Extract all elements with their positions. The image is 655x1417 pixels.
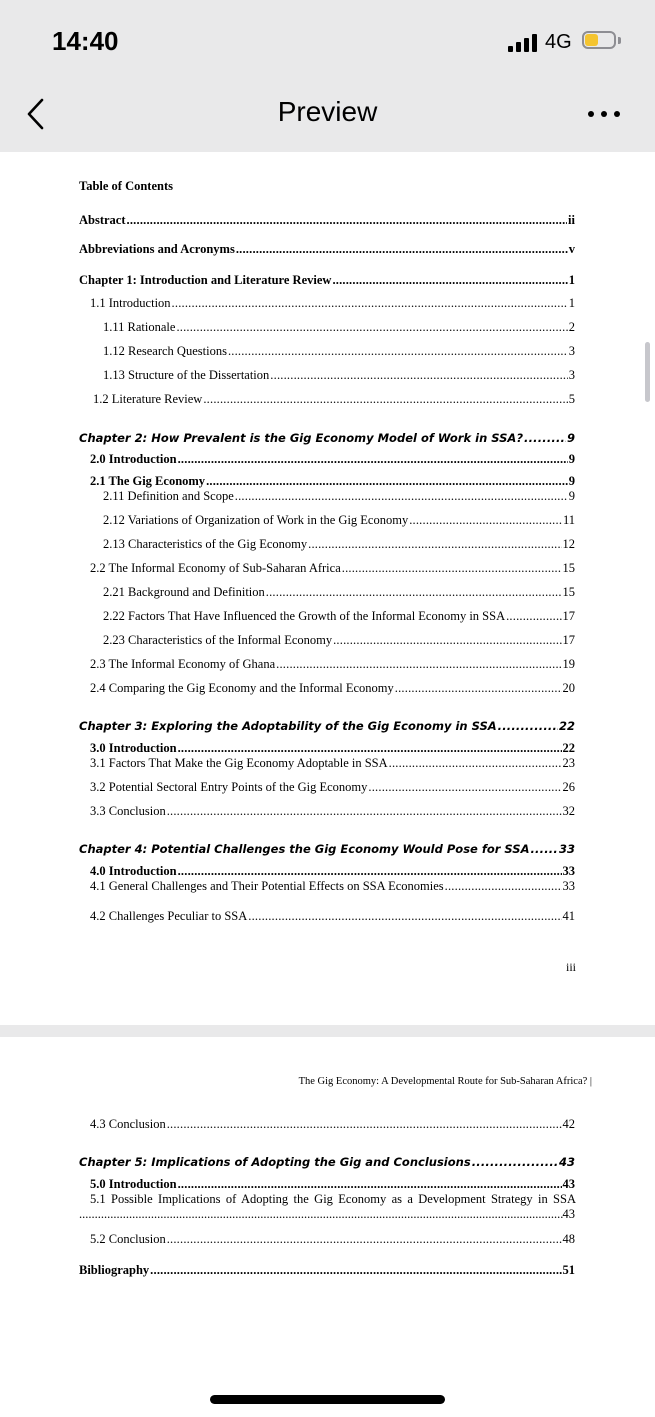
toc-entry[interactable]: 3.1 Factors That Make the Gig Economy Adoptable in SSA ..... 23: [90, 756, 575, 771]
toc-entry[interactable]: 5.2 Conclusion ..... 48: [90, 1232, 575, 1247]
toc-entry[interactable]: 1.13 Structure of the Dissertation ..... 3: [103, 368, 575, 383]
toc-entry[interactable]: 3.2 Potential Sectoral Entry Points of the Gig Economy ..... 26: [90, 780, 575, 795]
toc-entry[interactable]: 2.22 Factors That Have Influenced the Growth of the Informal Economy in SSA ..... 17: [103, 609, 575, 624]
toc-entry[interactable]: 4.0 Introduction ..... 33: [90, 864, 575, 879]
toc-entry[interactable]: 4.3 Conclusion ..... 42: [90, 1117, 575, 1132]
toc-entry[interactable]: 1.12 Research Questions ..... 3: [103, 344, 575, 359]
toc-entry[interactable]: Chapter 5: Implications of Adopting the Gig and Conclusions ..... 43: [79, 1155, 575, 1170]
toc-entry[interactable]: 2.0 Introduction ..... 9: [90, 452, 575, 467]
toc-entry[interactable]: 1.11 Rationale ..... 2: [103, 320, 575, 335]
toc-title: Table of Contents: [79, 179, 173, 193]
toc-entry[interactable]: Abbreviations and Acronyms ..... v: [79, 242, 575, 257]
page-number: iii: [566, 960, 577, 974]
toc-entry[interactable]: 2.2 The Informal Economy of Sub-Saharan Africa ..... 15: [90, 561, 575, 576]
toc-entry[interactable]: Bibliography ..... 51: [79, 1263, 575, 1278]
toc-entry[interactable]: Chapter 4: Potential Challenges the Gig Economy Would Pose for SSA ..... 33: [79, 842, 575, 857]
running-header: The Gig Economy: A Developmental Route for Sub-Saharan Africa? |: [298, 1076, 592, 1087]
toc-entry[interactable]: 4.2 Challenges Peculiar to SSA ..... 41: [90, 909, 575, 924]
scrollbar[interactable]: [645, 342, 650, 402]
toc-entry[interactable]: 2.23 Characteristics of the Informal Economy ..... 17: [103, 633, 575, 648]
battery-icon: [582, 31, 622, 51]
battery-level: [585, 34, 598, 46]
toc-entry[interactable]: 3.3 Conclusion ..... 32: [90, 804, 575, 819]
status-time: 14:40: [52, 26, 119, 56]
toc-entry[interactable]: 3.0 Introduction ..... 22: [90, 741, 575, 756]
toc-entry[interactable]: 1.2 Literature Review ..... 5: [93, 392, 575, 407]
network-type: 4G: [545, 31, 572, 53]
toc-entry-wrapped[interactable]: 5.1 Possible Implications of Adopting the Gig Economy as a Development Strategy in SSA: [90, 1192, 576, 1206]
toc-entry[interactable]: 2.3 The Informal Economy of Ghana ..... 19: [90, 657, 575, 672]
ellipsis-icon[interactable]: [588, 107, 628, 123]
toc-entry[interactable]: Chapter 3: Exploring the Adoptability of the Gig Economy in SSA ..... 22: [79, 719, 575, 734]
toc-entry[interactable]: 2.11 Definition and Scope ..... 9: [103, 489, 575, 504]
toc-entry[interactable]: 2.12 Variations of Organization of Work in the Gig Economy ..... 11: [103, 513, 575, 528]
toc-entry-wrapped-leader: ..... 43: [79, 1207, 575, 1222]
toc-entry[interactable]: Chapter 2: How Prevalent is the Gig Economy Model of Work in SSA? ..... 9: [79, 431, 575, 446]
toc-entry[interactable]: 4.1 General Challenges and Their Potential Effects on SSA Economies ..... 33: [90, 879, 575, 894]
status-bar: [0, 0, 655, 80]
toc-entry[interactable]: 5.0 Introduction ..... 43: [90, 1177, 575, 1192]
toc-entry[interactable]: 2.4 Comparing the Gig Economy and the Informal Economy ..... 20: [90, 681, 575, 696]
document-page-1[interactable]: [0, 152, 655, 1025]
home-indicator[interactable]: [210, 1395, 445, 1404]
page-title: Preview: [277, 96, 378, 127]
toc-entry[interactable]: 2.21 Background and Definition ..... 15: [103, 585, 575, 600]
toc-entry[interactable]: 2.13 Characteristics of the Gig Economy ..... 12: [103, 537, 575, 552]
toc-entry[interactable]: Abstract ..... ii: [79, 213, 575, 228]
document-page-2[interactable]: [0, 1037, 655, 1417]
cellular-signal-icon: [508, 34, 538, 52]
toc-entry[interactable]: 2.1 The Gig Economy ..... 9: [90, 474, 575, 489]
toc-entry[interactable]: 1.1 Introduction ..... 1: [90, 296, 575, 311]
toc-entry[interactable]: Chapter 1: Introduction and Literature Review ..... 1: [79, 273, 575, 288]
